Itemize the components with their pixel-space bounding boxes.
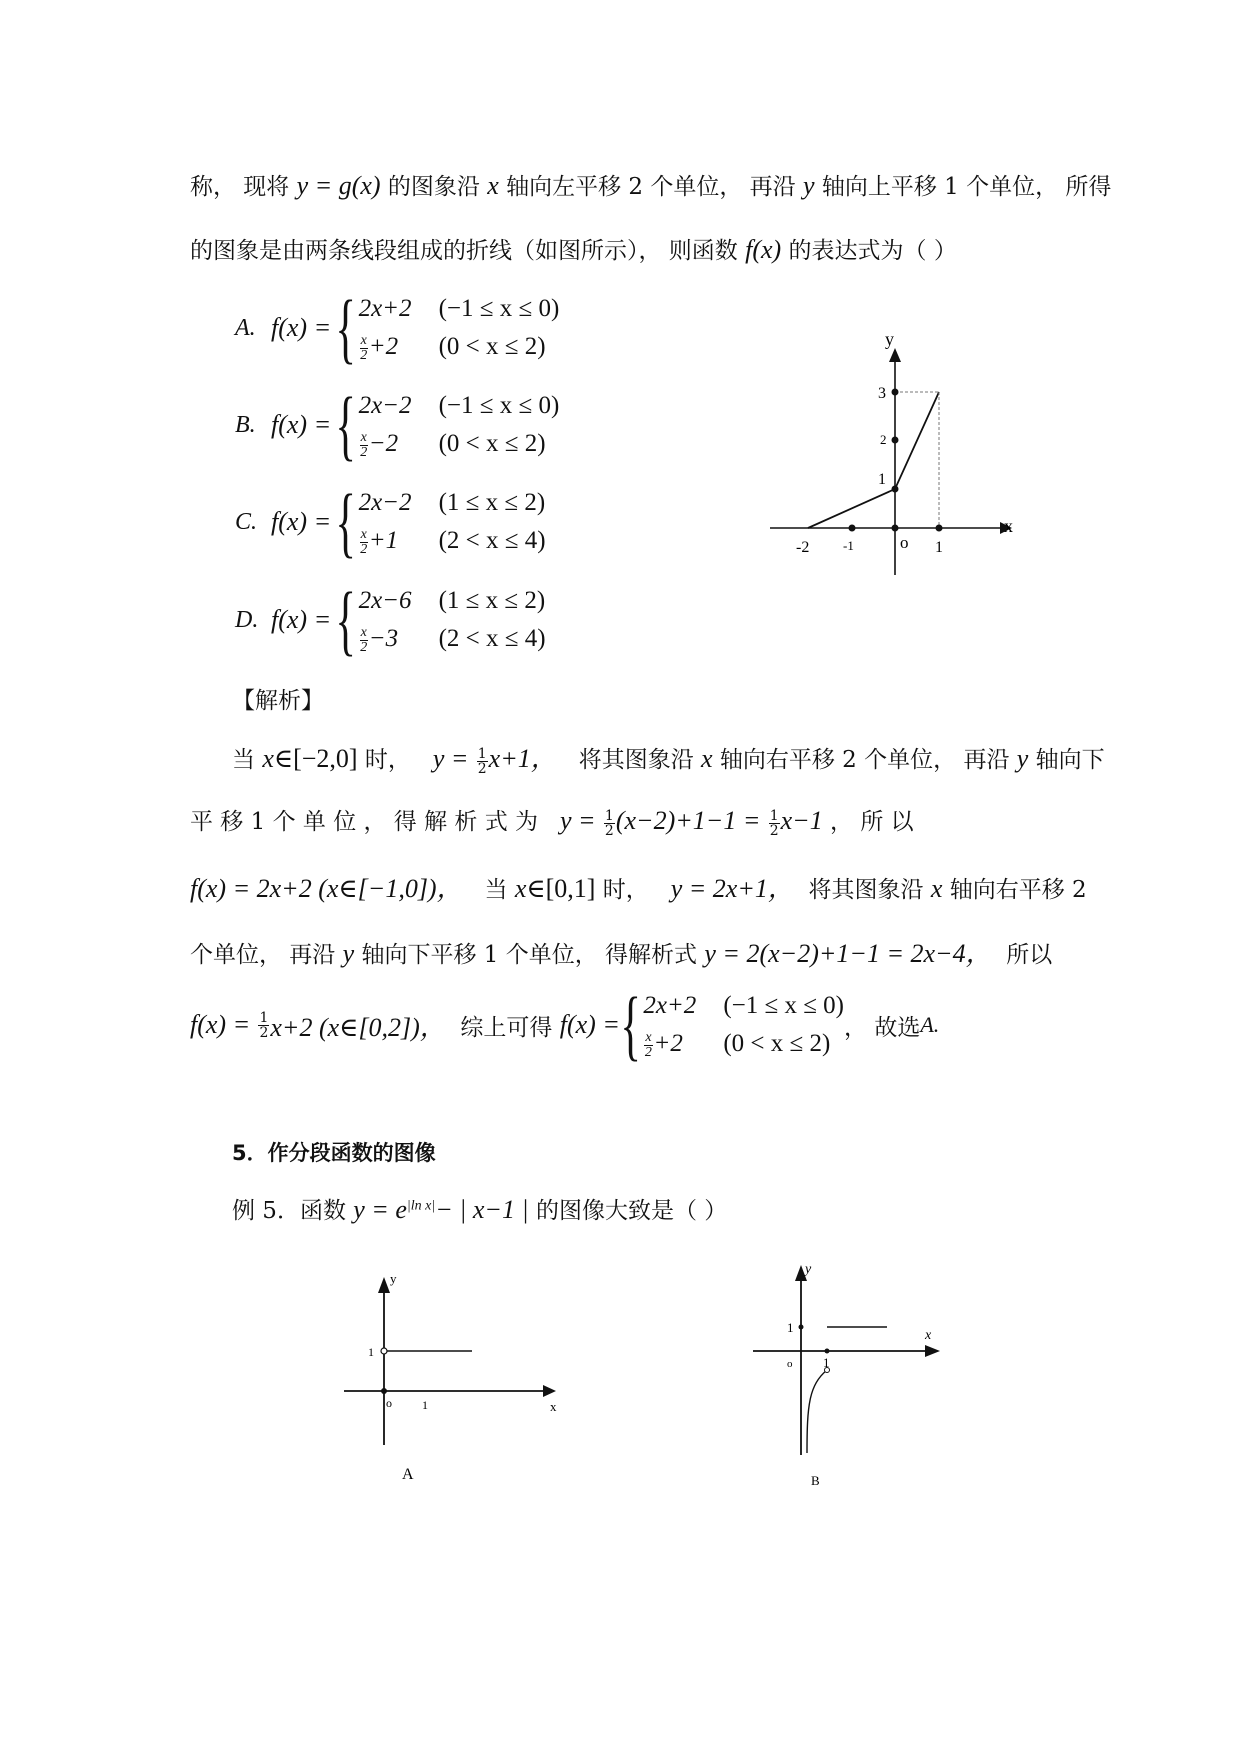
origin-label: o (386, 1396, 392, 1410)
math-y: y (802, 171, 815, 200)
case-expr: 2x+2 (358, 295, 412, 322)
origin-label: o (787, 1358, 793, 1370)
text-fragment: 轴向下 (1035, 747, 1105, 773)
point (799, 1325, 804, 1330)
option-label: D. (235, 606, 259, 633)
x-axis-label: x (1004, 516, 1013, 536)
fraction-x-over-2: $\frac{x}{2}$ (360, 624, 368, 655)
math-eq: y = e (353, 1195, 407, 1224)
y-tick-label: 1 (787, 1320, 794, 1335)
math-x: x (487, 171, 499, 200)
graph-option-a (340, 1265, 570, 1485)
math-fx: f(x) = (559, 1010, 620, 1039)
case-expr: 2x−2 (358, 489, 412, 516)
case-expr: 2x−2 (358, 392, 412, 419)
case-cond: (2 < x ≤ 4) (438, 527, 546, 554)
math-x: x (514, 874, 527, 903)
option-label: A. (235, 314, 256, 341)
math-y-eq-gx: y = g(x) (296, 171, 381, 200)
math-eq: y = 2x+1， (670, 874, 794, 903)
case-expr: −3 (368, 625, 399, 652)
y-axis-label: y (805, 1262, 812, 1277)
solution-line-4 (190, 933, 1052, 970)
text-fragment: ， 故选 (844, 1014, 921, 1041)
case-expr: +2 (368, 333, 399, 360)
option-a[interactable] (235, 284, 560, 371)
fraction-one-half: $\frac{1}{2}$ (259, 1009, 269, 1041)
text-fragment: 将其图象沿 (578, 747, 694, 773)
origin-label: o (900, 533, 909, 552)
solution-line-1 (232, 738, 1105, 776)
math-interval: ∈[0,1] (526, 874, 596, 903)
text-fragment: 的图象是由两条线段组成的折线（如图所示）， 则函数 (190, 238, 738, 264)
text-fragment: 轴向右平移 2 (949, 877, 1087, 903)
solution-line-5 (190, 981, 940, 1068)
text-fragment: 个单位， 再沿 (190, 942, 336, 968)
x-tick-label: 1 (823, 1355, 830, 1370)
option-c[interactable] (235, 478, 546, 565)
y-tick-label: 1 (878, 471, 886, 488)
text-fragment: 的图像大致是（ ） (535, 1198, 728, 1224)
x-tick-label: 1 (935, 539, 943, 556)
case-cond: (−1 ≤ x ≤ 0) (438, 392, 560, 419)
case-cond: (1 ≤ x ≤ 2) (438, 587, 546, 614)
graph-caption: B (811, 1473, 820, 1488)
option-lhs: f(x) = (271, 410, 332, 439)
y-axis-arrow-icon (889, 348, 901, 362)
piecewise-cases (359, 290, 560, 366)
y-tick-label: 2 (880, 432, 887, 447)
piecewise-cases (359, 484, 546, 560)
x-axis-label: x (925, 1328, 932, 1343)
case-cond: (2 < x ≤ 4) (438, 625, 546, 652)
fraction-x-over-2: $\frac{x}{2}$ (644, 1029, 652, 1060)
math-exponent: |ln x| (406, 1198, 436, 1214)
open-point (381, 1348, 387, 1354)
text-fragment: 轴向上平移 1 个单位， 所得 (821, 174, 1112, 200)
text-fragment: 将其图象沿 (808, 877, 924, 903)
section-heading: 5．作分段函数的图像 (232, 1141, 436, 1165)
graph-caption: A (402, 1466, 414, 1483)
point (892, 525, 899, 532)
math-eq: x+1， (488, 744, 557, 773)
option-b[interactable] (235, 381, 560, 468)
text-fragment: 轴向下平移 1 个单位， 得解析式 (361, 942, 698, 968)
text-fragment: 时， (364, 747, 411, 773)
piecewise-cases (643, 987, 844, 1063)
y-axis-label: y (885, 330, 894, 349)
y-tick-label: 1 (368, 1345, 374, 1359)
y-axis-label: y (390, 1271, 397, 1286)
math-eq: f(x) = 2x+2 (x∈[−1,0])， (190, 874, 463, 903)
point (936, 525, 943, 532)
y-tick-label: 3 (878, 385, 886, 402)
math-y: y (1016, 744, 1029, 773)
x-tick-label: 1 (422, 1398, 428, 1412)
point (381, 1388, 387, 1394)
math-eq: f(x) = (190, 1010, 251, 1039)
point (892, 437, 899, 444)
option-label: C. (235, 508, 258, 535)
fraction-x-over-2: $\frac{x}{2}$ (360, 526, 368, 557)
math-eq: y = (560, 806, 596, 835)
math-eq: x−1 (780, 806, 823, 835)
fraction-one-half: $\frac{1}{2}$ (604, 807, 614, 839)
fraction-one-half: $\frac{1}{2}$ (477, 745, 487, 777)
text-fragment: 称， 现将 (190, 174, 290, 200)
solution-line-3 (190, 868, 1087, 905)
math-x: x (262, 744, 274, 773)
fraction-x-over-2: $\frac{x}{2}$ (360, 429, 368, 460)
text-fragment: 综上可得 (460, 1014, 553, 1041)
graph-polyline (760, 330, 1020, 580)
fraction-x-over-2: $\frac{x}{2}$ (360, 332, 368, 363)
option-lhs: f(x) = (271, 605, 332, 634)
left-brace: { (335, 381, 357, 468)
point (849, 525, 856, 532)
case-expr: −2 (368, 430, 399, 457)
math-interval: ∈[−2,0] (273, 744, 358, 773)
text-fragment: 当 (232, 747, 255, 773)
math-x: x (701, 744, 713, 773)
math-fx: f(x) (745, 235, 782, 264)
case-cond: (−1 ≤ x ≤ 0) (723, 992, 845, 1019)
math-eq: x+2 (x∈[0,2])， (270, 1012, 446, 1042)
piecewise-cases (359, 582, 546, 658)
fraction-one-half: $\frac{1}{2}$ (769, 807, 779, 839)
piecewise-cases (359, 387, 560, 463)
text-fragment: ， 所 以 (830, 809, 914, 835)
text-line-1 (190, 168, 1111, 201)
analysis-heading: 【解析】 (232, 688, 324, 714)
math-eq: y = (432, 744, 469, 773)
option-d[interactable] (235, 576, 546, 663)
solution-line-2 (190, 803, 914, 838)
case-expr: +2 (653, 1030, 683, 1057)
left-brace: { (620, 981, 641, 1068)
case-cond: (0 < x ≤ 2) (723, 1030, 831, 1057)
case-expr: +1 (368, 527, 399, 554)
graph-option-b (745, 1255, 945, 1495)
text-fragment: 的表达式为（ ） (788, 238, 957, 264)
math-eq: (x−2)+1−1 = (615, 806, 761, 835)
case-cond: (0 < x ≤ 2) (438, 333, 546, 360)
text-fragment: 时， (602, 877, 649, 903)
option-lhs: f(x) = (271, 507, 332, 536)
case-expr: 2x−6 (358, 587, 412, 614)
graph-line (808, 392, 939, 528)
left-brace: { (335, 576, 357, 663)
answer: A. (920, 1012, 940, 1037)
text-fragment: 当 (484, 877, 508, 903)
text-line-2 (190, 232, 957, 265)
y-axis-arrow-icon (378, 1277, 390, 1293)
case-cond: (−1 ≤ x ≤ 0) (438, 295, 560, 322)
left-brace: { (335, 284, 357, 371)
math-eq: − | x−1 | (435, 1195, 529, 1224)
option-label: B. (235, 411, 256, 438)
case-expr: 2x+2 (643, 992, 697, 1019)
x-axis-label: x (550, 1399, 557, 1414)
x-tick-label: -2 (796, 539, 810, 556)
text-fragment: 轴向右平移 2 个单位， 再沿 (719, 747, 1010, 773)
text-fragment: 轴向左平移 2 个单位， 再沿 (506, 174, 796, 200)
x-axis-arrow-icon (925, 1345, 940, 1357)
case-cond: (0 < x ≤ 2) (438, 430, 546, 457)
left-brace: { (335, 478, 357, 565)
math-y: y (342, 939, 355, 968)
point (892, 486, 899, 493)
text-fragment: 的图象沿 (387, 174, 480, 200)
x-tick-label: -1 (843, 538, 854, 553)
text-fragment: 例 5．函数 (232, 1198, 346, 1224)
math-eq: y = 2(x−2)+1−1 = 2x−4， (704, 939, 992, 968)
math-x: x (930, 874, 943, 903)
text-fragment: 平 移 1 个 单 位 ， 得 解 析 式 为 (190, 809, 539, 835)
text-fragment: 所以 (1006, 942, 1053, 968)
example-5-question (232, 1192, 727, 1225)
x-axis-arrow-icon (543, 1385, 556, 1397)
point (892, 389, 899, 396)
point (825, 1349, 830, 1354)
option-lhs: f(x) = (271, 313, 332, 342)
graph-curve (807, 1370, 827, 1453)
case-cond: (1 ≤ x ≤ 2) (438, 489, 546, 516)
